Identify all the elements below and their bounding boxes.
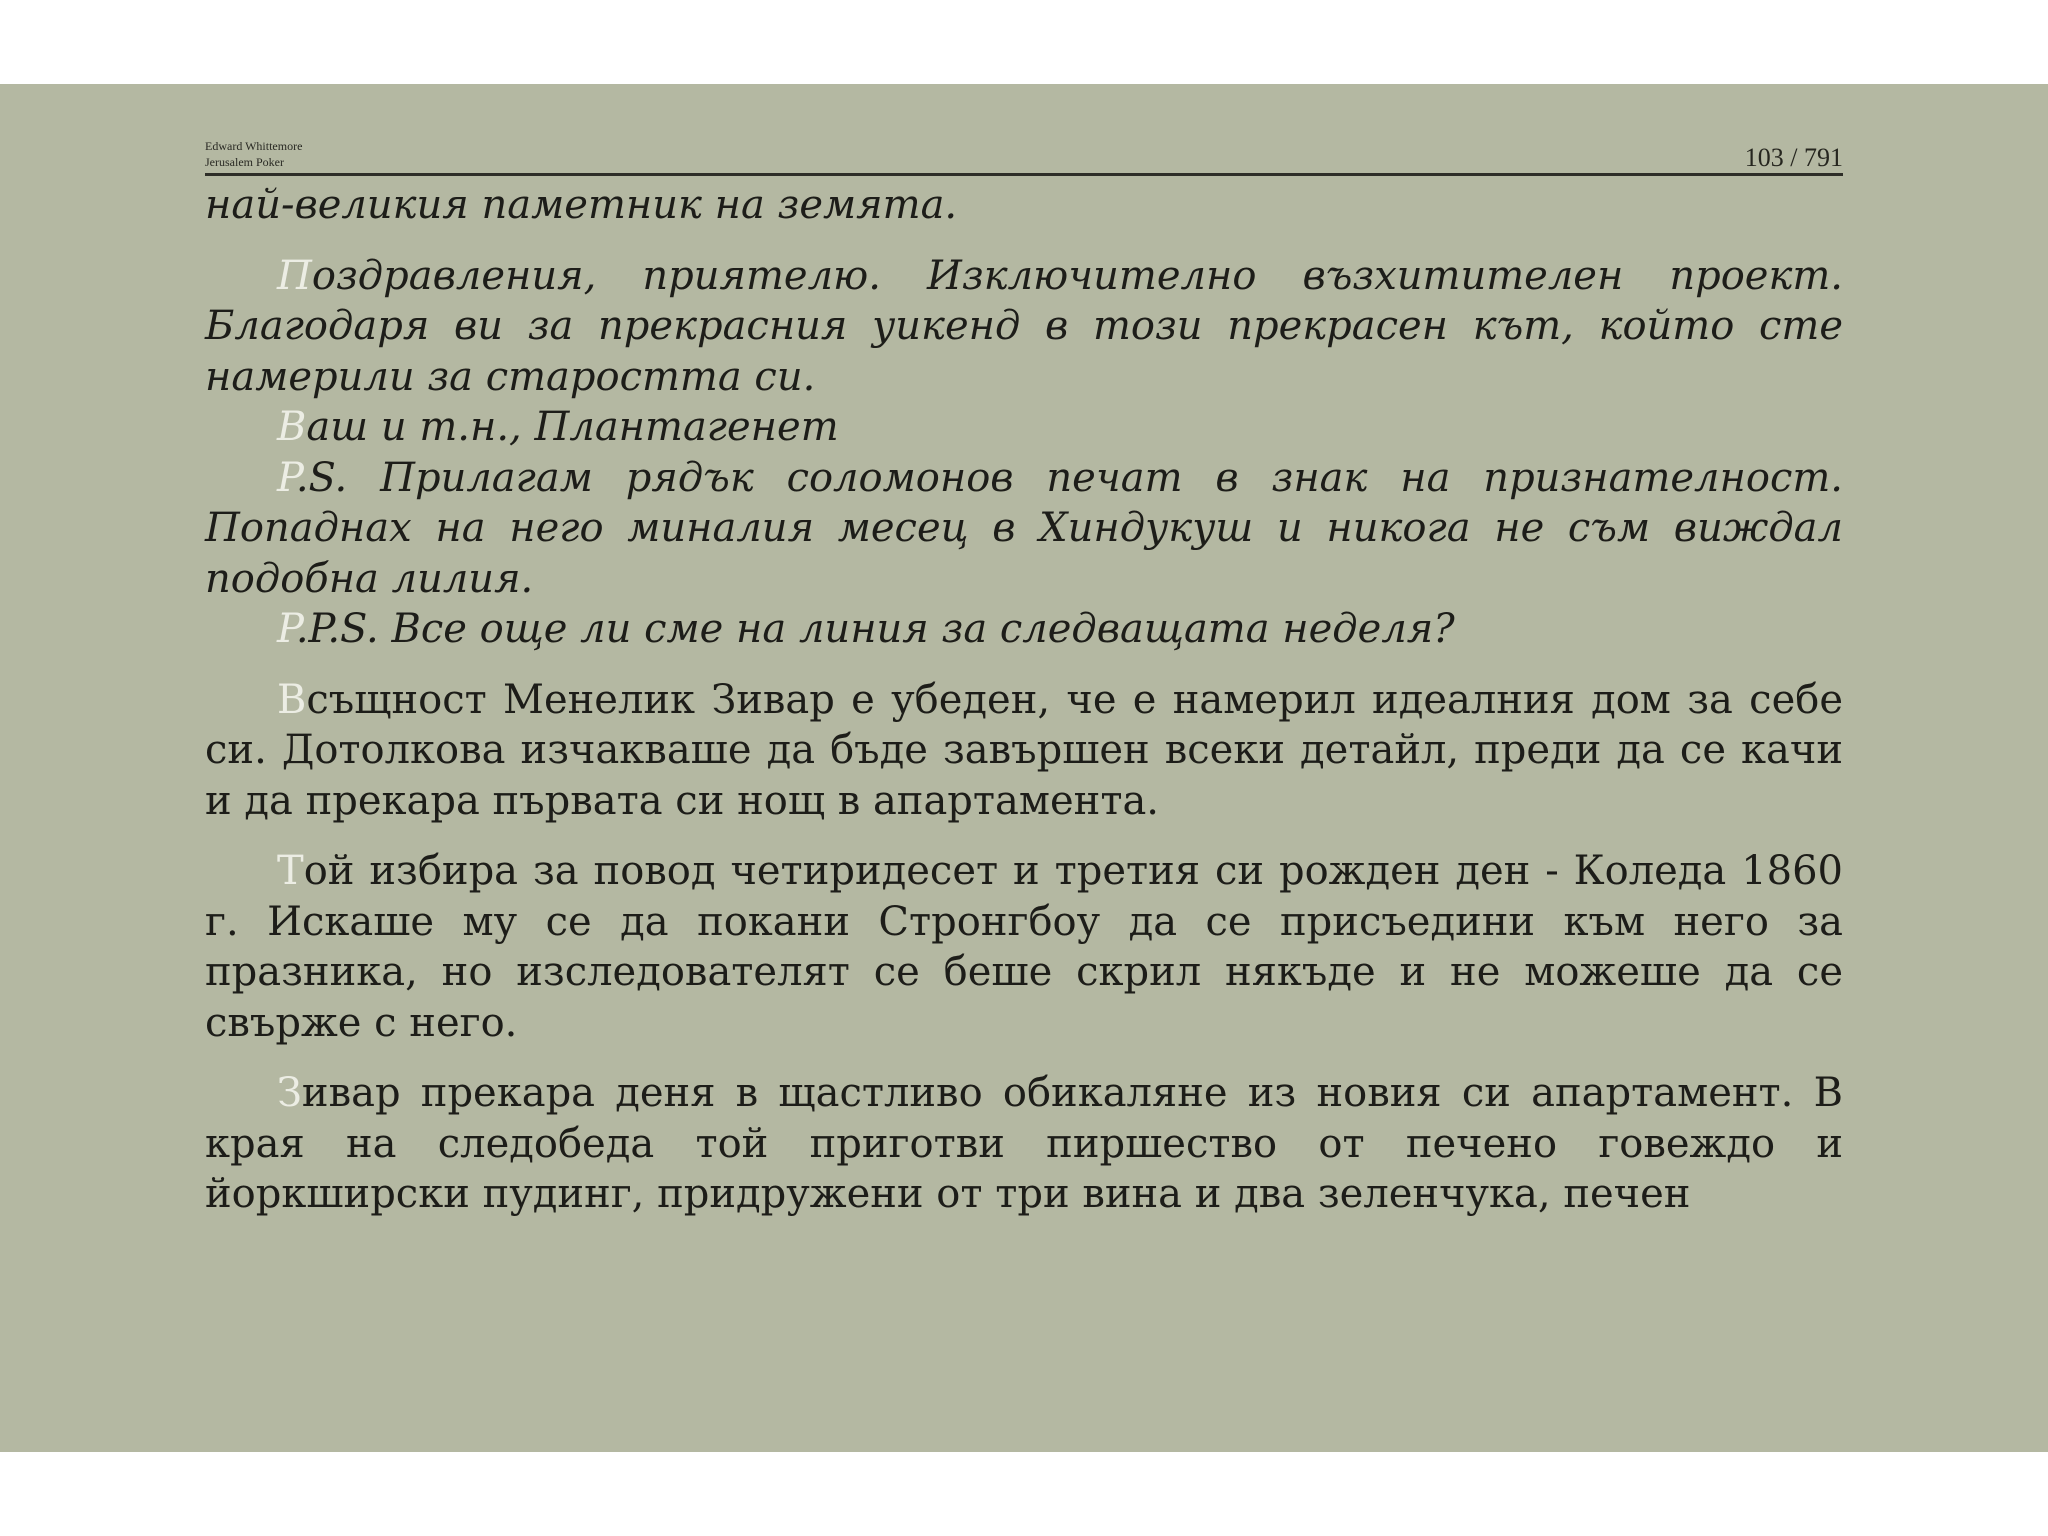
paragraph-text: оздравления, приятелю. Изключително възхитителен проект. Благодаря ви за прекрасния уикенд в този прекрасен кът, който сте намерили за старостта си. (205, 252, 1843, 400)
paragraph-text: ивар прекара деня в щастливо обикаляне из новия си апартамент. В края на следобеда той приготви пиршество от печено говеждо и йоркширски пудинг, придружени от три вина и два зеленчука, печен (205, 1070, 1843, 1217)
paragraph-initial: P (277, 606, 296, 652)
book-title: Jerusalem Poker (205, 155, 284, 169)
paragraph (205, 402, 1843, 453)
page-body (205, 180, 1843, 1220)
paragraph-initial: Т (277, 848, 304, 894)
paragraph-initial: П (277, 252, 312, 299)
paragraph (205, 251, 1843, 403)
paragraph (205, 846, 1843, 1048)
book-author: Edward Whittemore (205, 139, 303, 153)
header-divider (205, 173, 1843, 176)
paragraph (205, 453, 1843, 605)
paragraph (205, 1068, 1843, 1220)
page-counter: 103 / 791 (1744, 143, 1843, 172)
paragraph-text: аш и т.н., Плантагенет (306, 404, 839, 450)
paragraph-initial: В (277, 676, 307, 723)
paragraph-text: .S. Прилагам рядък соломонов печат в знак на признателност. Попаднах на него миналия месец в Хиндукуш и никога не съм виждал подобна лилия. (205, 454, 1843, 602)
paragraph (205, 675, 1843, 827)
paragraph-initial: В (277, 404, 307, 450)
book-info (205, 138, 302, 170)
paragraph-text: ой избира за повод четиридесет и третия си рожден ден - Коледа 1860 г. Искаше му се да покани Стронгбоу да се присъедини към него за празника, но изследователят се беше скрил някъде и не можеше да се свърже с него. (205, 848, 1843, 1046)
paragraph-text: същност Менелик Зивар е убеден, че е намерил идеалния дом за себе си. Дотолкова изчакваше да бъде завършен всеки детайл, преди да се качи и да прекара първата си нощ в апартамента. (205, 676, 1843, 824)
paragraph-text: .P.S. Все още ли сме на линия за следващата неделя? (295, 606, 1455, 652)
paragraph-initial: З (277, 1070, 302, 1116)
paragraph-initial: P (277, 454, 296, 501)
paragraph-text: най-великия паметник на земята. (205, 182, 958, 228)
paragraph (205, 180, 1843, 231)
paragraph (205, 604, 1843, 655)
